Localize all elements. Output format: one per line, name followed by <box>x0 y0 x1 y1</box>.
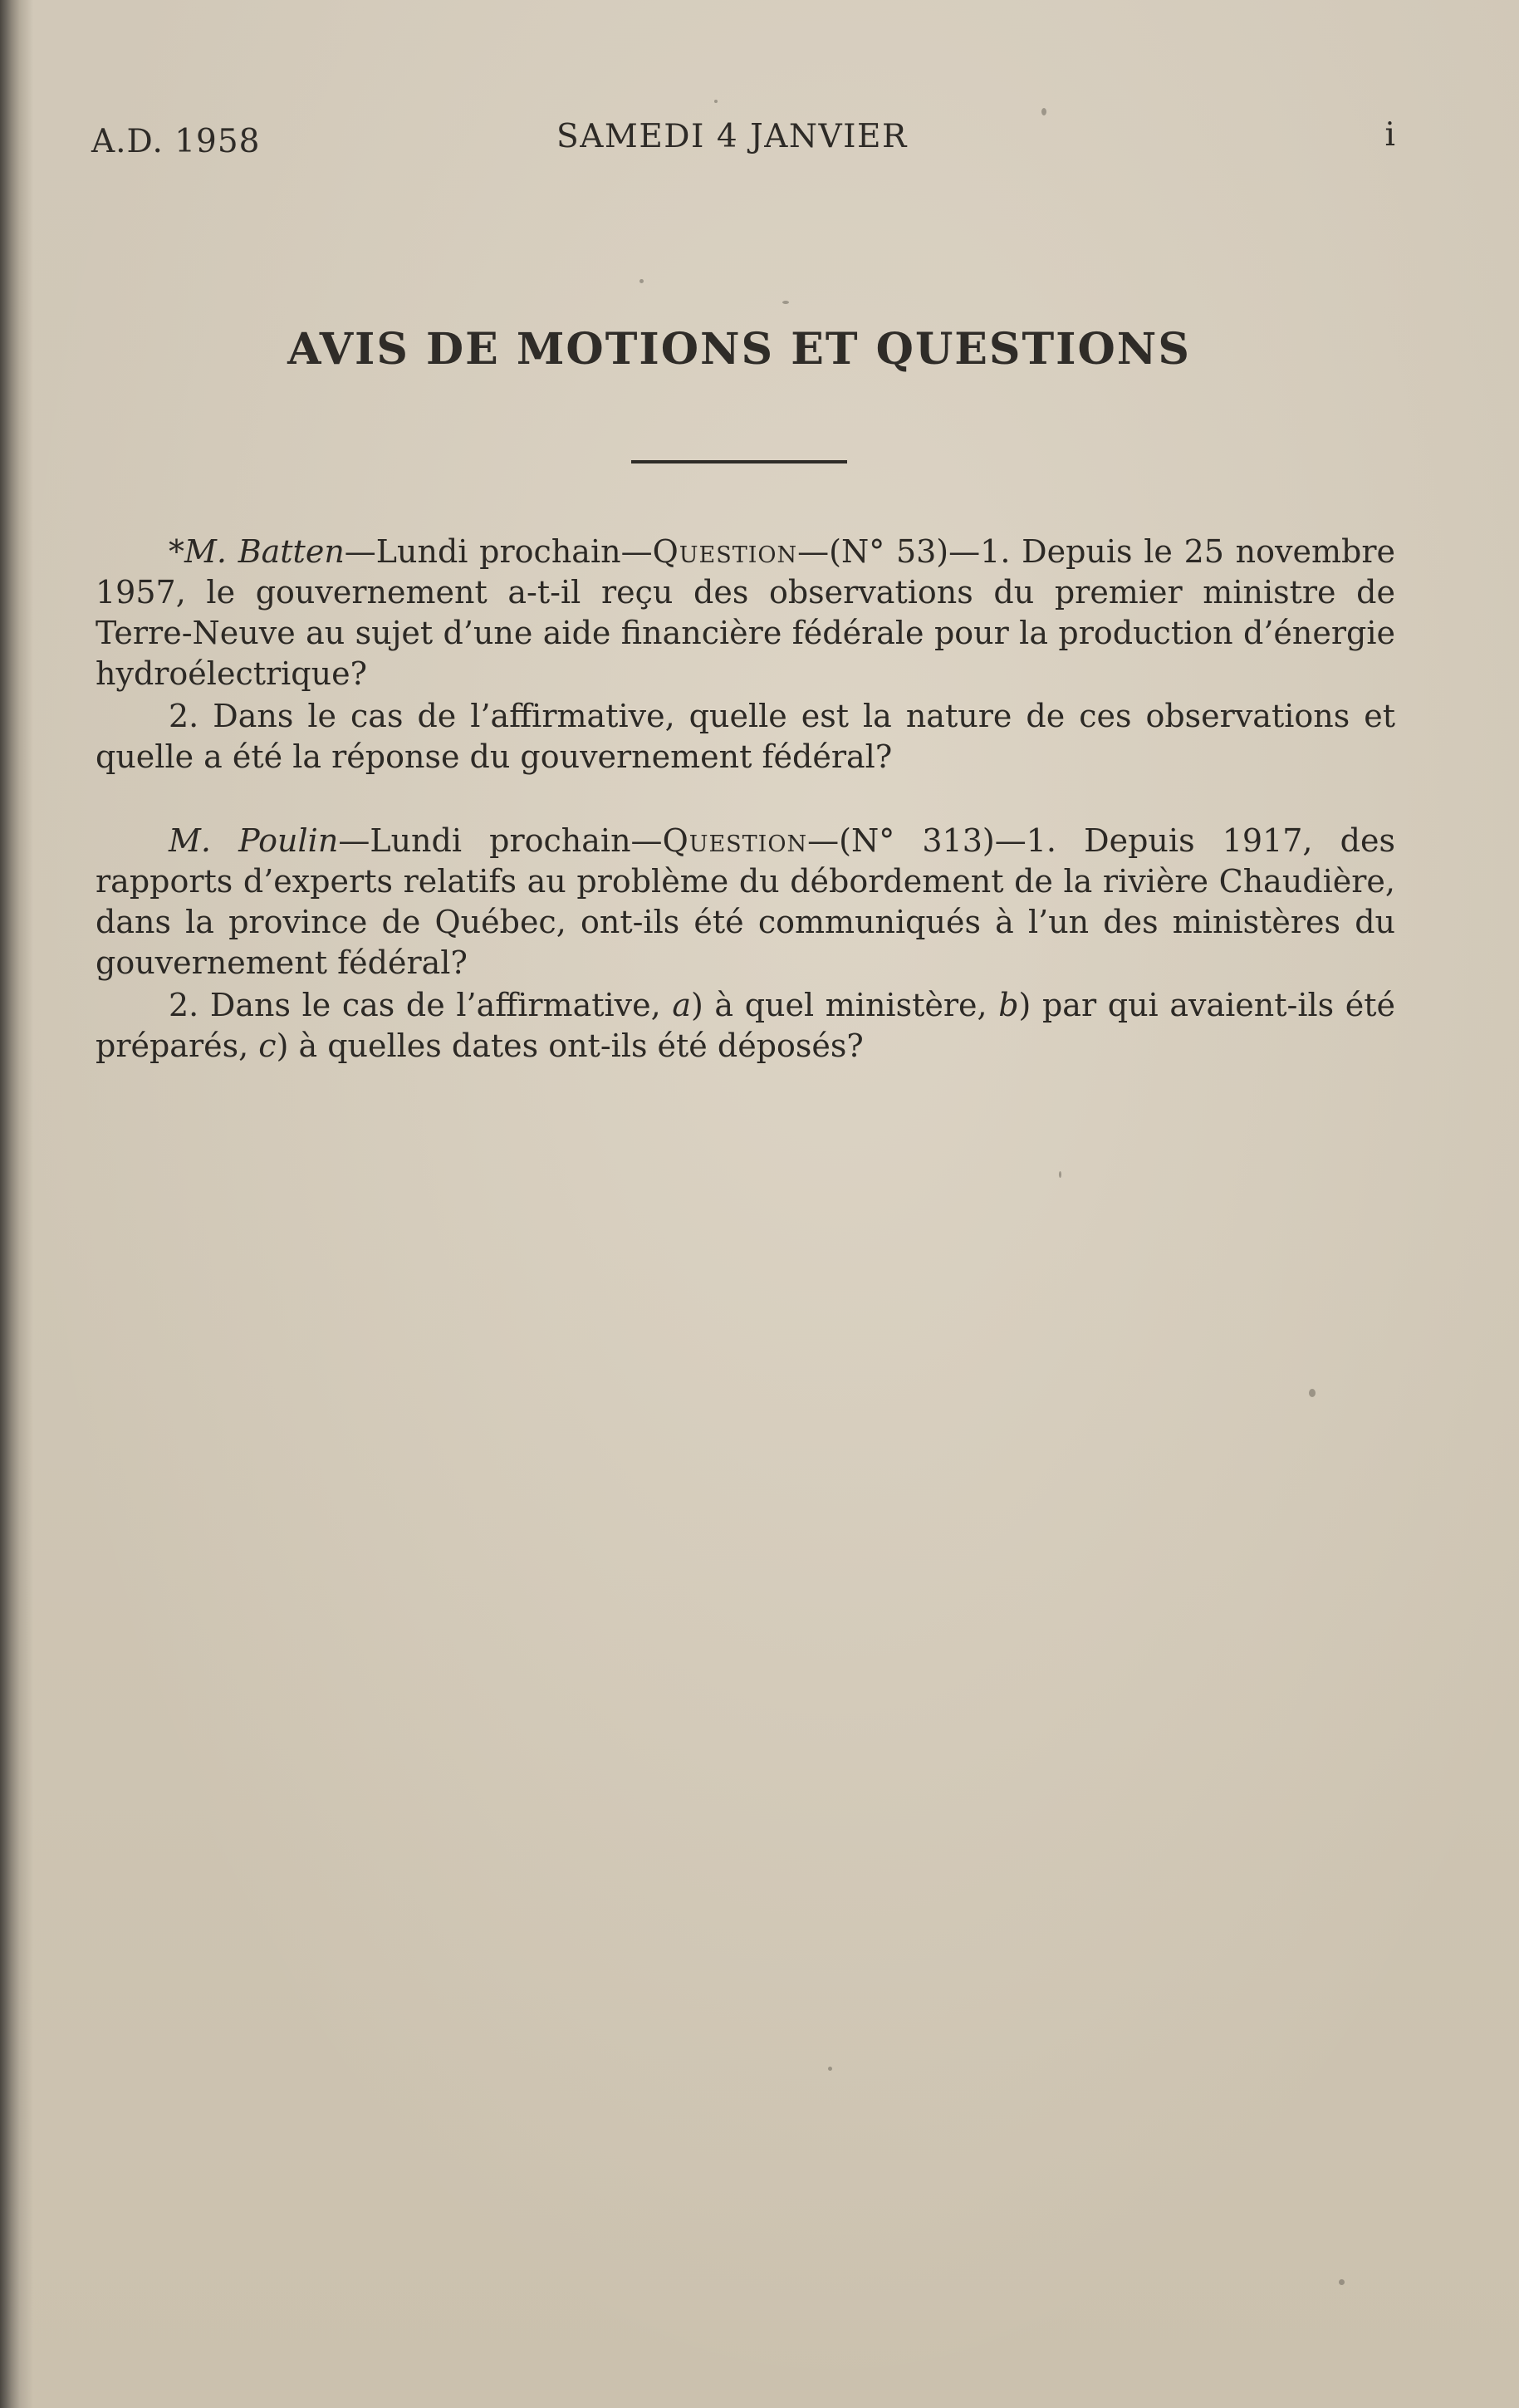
member-name: M. Poulin <box>169 822 339 859</box>
title-rule <box>631 460 847 463</box>
notice-poulin <box>96 821 1395 1067</box>
paper-speck <box>782 301 789 304</box>
header-date: SAMEDI 4 JANVIER <box>556 118 908 155</box>
question-part-1: 1. Depuis le 25 novembre 1957, le gouvernement a-t-il reçu des observations du premier ministre de Terre-Neuve au sujet d’une aide financière fédérale pour la production d’énergie hydroélectrique? <box>96 533 1395 692</box>
paper-speck <box>1309 1389 1316 1397</box>
item-letter-c: c <box>258 1027 277 1064</box>
page-number: i <box>1384 116 1395 154</box>
notice-paragraph-1 <box>96 821 1395 983</box>
question-part-2-a: ) à quel ministère, <box>690 987 999 1023</box>
paper-speck <box>1059 1171 1061 1178</box>
paper-speck <box>714 100 718 103</box>
question-part-2-c: ) à quelles dates ont-ils été déposés? <box>276 1027 864 1064</box>
item-letter-b: b <box>998 987 1019 1023</box>
question-part-2-lead: 2. Dans le cas de l’affirmative, <box>169 987 673 1023</box>
question-label: Question <box>652 533 798 570</box>
notice-batten <box>96 532 1395 777</box>
paper-speck <box>828 2067 832 2071</box>
paper-speck <box>1339 2279 1345 2285</box>
notice-paragraph-2: 2. Dans le cas de l’affirmative, quelle est la nature de ces observations et quelle a été la réponse du gouvernement fédéral? <box>96 698 1395 775</box>
question-number: —(N° 313)— <box>807 822 1027 859</box>
paper-speck <box>639 279 644 283</box>
question-part-2-b: ) par qui avaient-ils été préparés, <box>96 987 1395 1064</box>
notice-paragraph-2 <box>96 985 1395 1067</box>
notice-marker: * <box>169 533 184 570</box>
notice-when: —Lundi prochain— <box>344 533 653 570</box>
question-part-1: 1. Depuis 1917, des rapports d’experts relatifs au problème du débordement de la rivière Chaudière, dans la province de Québec, ont-ils été communiqués à l’un des ministères du gouvernement fédéral? <box>96 822 1395 981</box>
running-header <box>91 116 1395 166</box>
question-number: —(N° 53)— <box>797 533 981 570</box>
item-letter-a: a <box>672 987 691 1023</box>
header-year: A.D. 1958 <box>91 123 261 160</box>
notice-when: —Lundi prochain— <box>338 822 663 859</box>
page-title: AVIS DE MOTIONS ET QUESTIONS <box>287 324 1191 375</box>
notice-paragraph-1 <box>96 532 1395 694</box>
question-label: Question <box>662 822 808 859</box>
paper-speck <box>1041 108 1046 115</box>
member-name: M. Batten <box>184 533 345 570</box>
